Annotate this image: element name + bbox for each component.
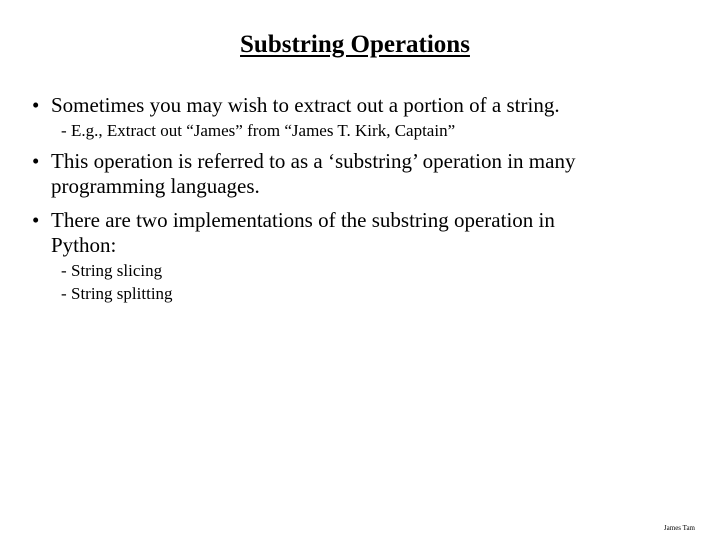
footer-author: James Tam (663, 524, 695, 532)
bullet-3-text-line-2: Python: (51, 233, 117, 257)
bullet-3-subitem-2 (61, 283, 173, 305)
bullet-2-text-line-2: programming languages. (51, 174, 260, 198)
bullet-marker: • (32, 149, 40, 173)
bullet-marker: • (32, 93, 40, 117)
sub-marker: - (61, 284, 67, 303)
bullet-marker: • (32, 208, 40, 232)
bullet-2 (32, 149, 575, 199)
bullet-3-text-line-1: There are two implementations of the substring operation in (51, 208, 555, 232)
bullet-2-text-line-1: This operation is referred to as a ‘substring’ operation in many (51, 149, 576, 173)
bullet-3-subitem-1-text: String slicing (71, 261, 163, 280)
bullet-3-subitem-1 (61, 260, 162, 282)
bullet-1-subitem-1-text: E.g., Extract out “James” from “James T. Kirk, Captain” (71, 121, 456, 140)
bullet-1 (32, 93, 560, 118)
bullet-3 (32, 208, 555, 258)
sub-marker: - (61, 261, 67, 280)
bullet-1-subitem-1 (61, 120, 455, 142)
bullet-1-text: Sometimes you may wish to extract out a portion of a string. (51, 93, 560, 117)
bullet-3-subitem-2-text: String splitting (71, 284, 173, 303)
slide-title: Substring Operations (240, 31, 470, 58)
sub-marker: - (61, 121, 67, 140)
